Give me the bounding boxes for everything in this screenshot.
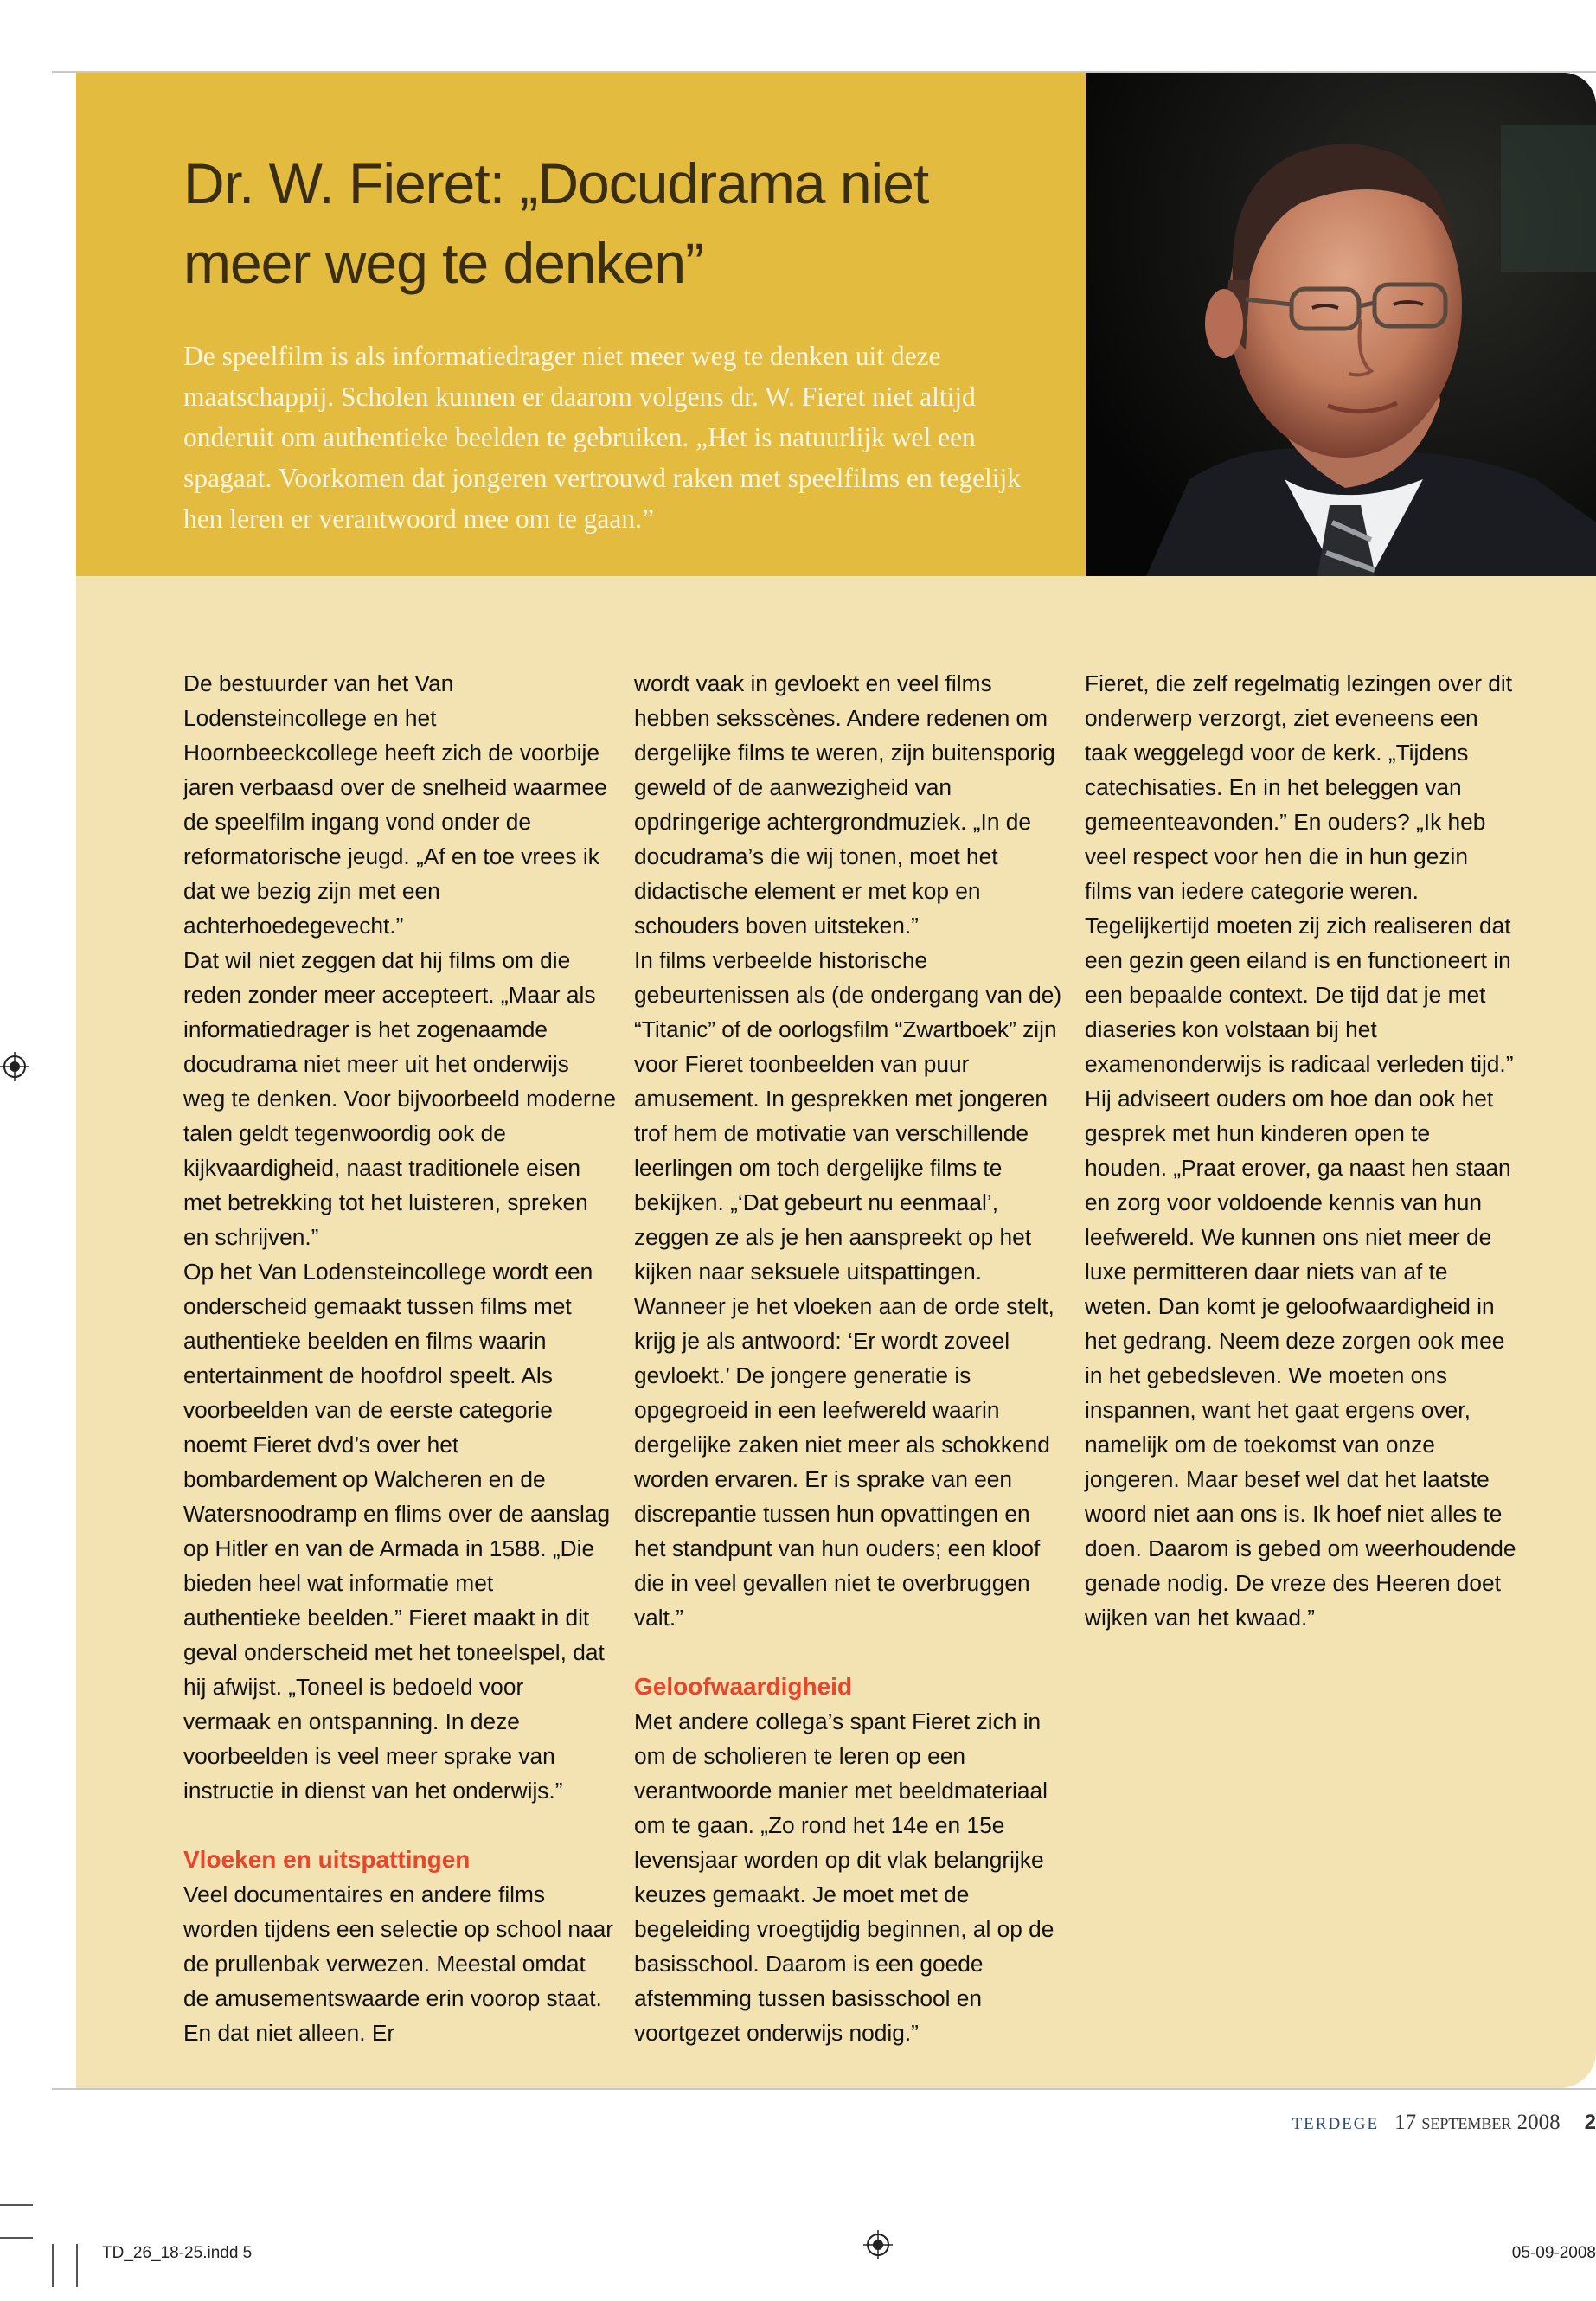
registration-mark-icon bbox=[0, 1052, 29, 1081]
article-column-1 bbox=[183, 666, 616, 2050]
article-title bbox=[183, 144, 1014, 303]
crop-mark bbox=[0, 2237, 33, 2239]
paragraph: Veel documentaires en andere films worden tijdens een selectie op school naar de prullenbak verwezen. Meestal omdat de amusementswaarde erin voorop staat. En dat niet alleen. Er bbox=[183, 1881, 614, 2046]
article-column-3 bbox=[1085, 666, 1517, 1635]
paragraph: Met andere collega’s spant Fieret zich in om de scholieren te leren op een verantwoorde manier met beeldmateriaal om te gaan. „Zo rond het 14e en 15e levensjaar worden op dit vlak belangrijke keuzes gemaakt. Je moet met de begeleiding vroegtijdig beginnen, al op de basisschool. Daarom is een goede afstemming tussen basisschool en voortgezet onderwijs nodig.” bbox=[634, 1708, 1054, 2046]
slug-date: 05-09-2008 bbox=[1511, 2244, 1596, 2262]
magazine-name: TERDEGE bbox=[1292, 2115, 1380, 2133]
portrait-photo bbox=[1086, 73, 1596, 576]
crop-mark bbox=[0, 2204, 33, 2206]
crop-mark bbox=[52, 2244, 54, 2287]
article-intro: De speelfilm is als informatiedrager niet meer weg te denken uit deze maatschappij. Scholen kunnen er daarom volgens dr. W. Fieret niet altijd onderuit om authentieke beelden te gebruiken. „Het is natuurlijk wel een spagaat. Voorkomen dat jongeren vertrouwd raken met speelfilms en tegelijk hen leren er verantwoord mee om te gaan.” bbox=[183, 341, 1022, 534]
subheading-vloeken: Vloeken en uitspattingen bbox=[183, 1846, 471, 1873]
paragraph: In films verbeelde historische gebeurtenissen als (de ondergang van de) “Titanic” of de oorlogsfilm “Zwartboek” zijn voor Fieret toonbeelden van puur amusement. In gesprekken met jongeren trof hem de motivatie van verschillende leerlingen om toch dergelijke films te bekijken. „‘Dat gebeurt nu eenmaal’, zeggen ze als je hen aanspreekt op het kijken naar seksuele uitspattingen. Wanneer je het vloeken aan de orde stelt, krijg je als antwoord: ‘Er wordt zoveel gevloekt.’ De jongere generatie is opgegroeid in een leefwereld waarin dergelijke zaken niet meer als schokkend worden ervaren. Er is sprake van een discrepantie tussen hun opvattingen en het standpunt van hun ouders; een kloof die in veel gevallen niet te overbruggen valt.” bbox=[634, 947, 1062, 1631]
paragraph: Fieret, die zelf regelmatig lezingen over dit onderwerp verzorgt, ziet eveneens een taak weggelegd voor de kerk. „Tijdens catechisaties. En in het beleggen van gemeenteavonden.” En ouders? „Ik heb veel respect voor hen die in hun gezin films van iedere categorie weren. Tegelijkertijd moeten zij zich realiseren dat een gezin geen eiland is en functioneert in een bepaalde context. De tijd dat je met diaseries kon volstaan bij het examenonderwijs is radicaal verleden tijd.” bbox=[1085, 670, 1514, 1077]
slug-filename: TD_26_18-25.indd 5 bbox=[102, 2244, 253, 2262]
page-footer bbox=[1292, 2106, 1596, 2142]
issue-date: 17 september 2008 bbox=[1394, 2111, 1561, 2134]
paragraph: De bestuurder van het Van Lodensteincollege en het Hoornbeeckcollege heeft zich de voorbije jaren verbaasd over de snelheid waarmee de speelfilm ingang vond onder de reformatorische jeugd. „Af en toe vrees ik dat we bezig zijn met een achterhoedegevecht.” bbox=[183, 670, 607, 939]
page-number: 2 bbox=[1584, 2111, 1596, 2134]
article-column-2 bbox=[634, 666, 1067, 2050]
paragraph: wordt vaak in gevloekt en veel films hebben seksscènes. Andere redenen om dergelijke films te weren, zijn buitensporig geweld of de aanwezigheid van opdringerige achtergrondmuziek. „In de docudrama’s die wij tonen, moet het didactische element er met kop en schouders boven uitsteken.” bbox=[634, 670, 1055, 939]
paragraph: Hij adviseert ouders om hoe dan ook het gesprek met hun kinderen open te houden. „Praat erover, ga naast hen staan en zorg voor voldoende kennis van hun leefwereld. We kunnen ons niet meer de luxe permitteren daar niets van af te weten. Dan komt je geloofwaardigheid in het gedrang. Neem deze zorgen ook mee in het gebedsleven. We moeten ons inspannen, want het gaat ergens over, namelijk om de toekomst van onze jongeren. Maar besef wel dat het laatste woord niet aan ons is. Ik hoef niet alles te doen. Daarom is gebed om weerhoudende genade nodig. De vreze des Heeren doet wijken van het kwaad.” bbox=[1085, 1086, 1516, 1631]
subheading-geloofwaardigheid: Geloofwaardigheid bbox=[634, 1673, 853, 1700]
paragraph: Op het Van Lodensteincollege wordt een onderscheid gemaakt tussen films met authentieke beelden en films waarin entertainment de hoofdrol speelt. Als voorbeelden van de eerste categorie noemt Fieret dvd’s over het bombardement op Walcheren en de Watersnoodramp en flims over de aanslag op Hitler en van de Armada in 1588. „Die bieden heel wat informatie met authentieke beelden.” Fieret maakt in dit geval onderscheid met het toneelspel, dat hij afwijst. „Toneel is bedoeld voor vermaak en ontspanning. In deze voorbeelden is veel meer sprake van instructie in dienst van het onderwijs.” bbox=[183, 1259, 611, 1804]
bottom-rule bbox=[52, 2088, 1596, 2090]
paragraph: Dat wil niet zeggen dat hij films om die reden zonder meer accepteert. „Maar als informatiedrager is het zogenaamde docudrama niet meer uit het onderwijs weg te denken. Voor bijvoorbeeld moderne talen geldt tegenwoordig ook de kijkvaardigheid, naast traditionele eisen met betrekking tot het luisteren, spreken en schrijven.” bbox=[183, 947, 616, 1250]
title-line-1: Dr. W. Fieret: „Docudrama niet bbox=[183, 151, 929, 215]
portrait-illustration bbox=[1086, 73, 1596, 576]
crop-mark bbox=[76, 2244, 78, 2287]
title-line-2: meer weg te denken” bbox=[183, 231, 704, 295]
registration-mark-icon bbox=[863, 2230, 893, 2259]
